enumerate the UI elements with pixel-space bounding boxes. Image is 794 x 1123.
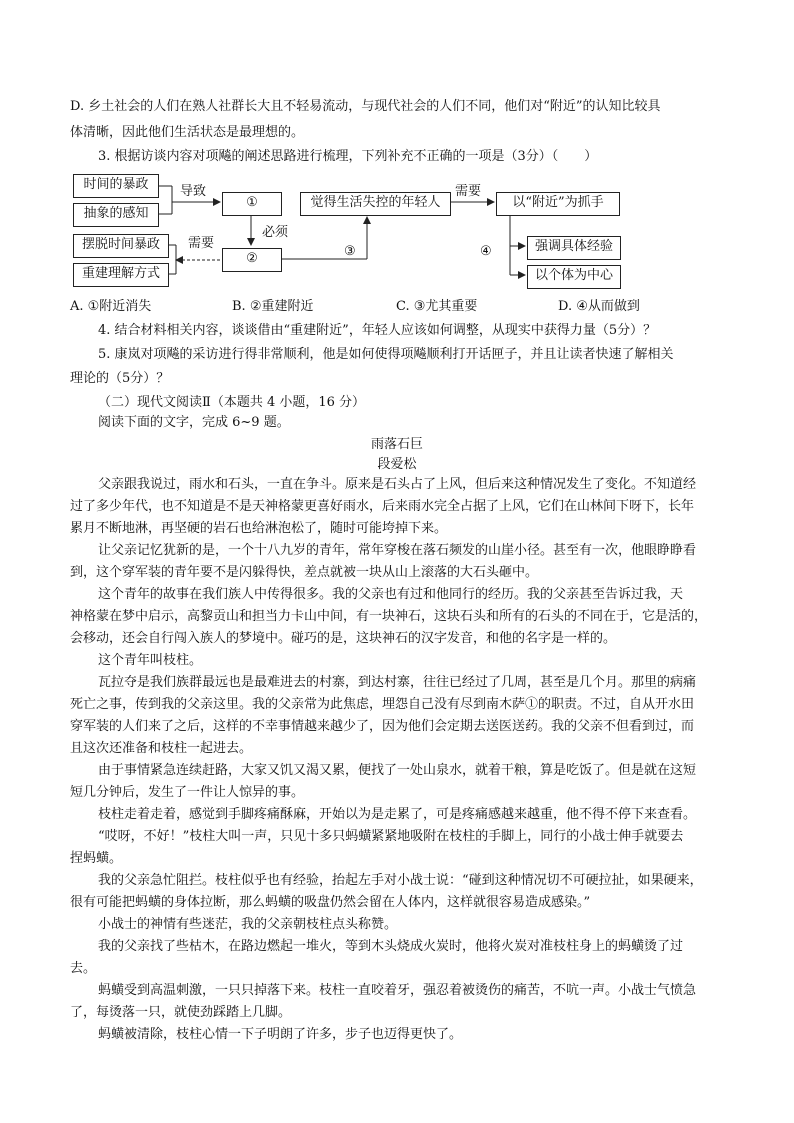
diagram-box-nearby: 以“附近”为抓手 (496, 192, 620, 216)
article-line: 父亲跟我说过，雨水和石头，一直在争斗。原来是石头占了上风，但后来这种情况发生了变化。不知道经 (98, 477, 697, 492)
diagram-label-3: ③ (344, 244, 356, 259)
option-b: B. ②重建附近 (232, 299, 314, 314)
article-line: 我的父亲找了些枯木，在路边燃起一堆火，等到木头烧成火炭时，他将火炭对准枝柱身上的蚂蟥烫了过 (98, 939, 684, 954)
article-line: 到，这个穿军装的青年要不是闪躲得快，差点就被一块从山上滚落的大石头砸中。 (70, 565, 539, 580)
article-line: 且这次还准备和枝柱一起进去。 (70, 741, 253, 756)
article-line: 很有可能把蚂蟥的身体拉断，那么蚂蟥的吸盘仍然会留在人体内，这样就很容易造成感染。” (70, 895, 591, 910)
diagram-label-lead-to: 导致 (180, 184, 207, 199)
article-line: 我的父亲急忙阻拦。枝柱似乎也有经验，抬起左手对小战士说：“碰到这种情况切不可硬拉扯，如果硬来， (98, 873, 703, 888)
diagram-box-escape-tyranny: 摆脱时间暴政 (73, 234, 169, 258)
article-line: 这个青年叫枝柱。 (98, 653, 203, 668)
diagram-box-youth: 觉得生活失控的年轻人 (300, 192, 451, 216)
option-d: D. ④从而做到 (558, 299, 640, 314)
article-line: 蚂蟥受到高温刺激，一只只掉落下来。枝柱一直咬着牙，强忍着被烫伤的痛苦，不吭一声。小战士气愤急 (98, 983, 697, 998)
diagram-box-concrete-experience: 强调具体经验 (527, 236, 621, 260)
article-line: 瓦拉夺是我们族群最远也是最难进去的村寨，到达村寨，往往已经过了几周，甚至是几个月。那里的病痛 (98, 675, 697, 690)
article-line: 让父亲记忆犹新的是，一个十八九岁的青年，常年穿梭在落石频发的山崖小径。甚至有一次，他眼睁睁看 (98, 543, 697, 558)
option-a: A. ①附近消失 (70, 299, 152, 314)
option-d-text-line1: D. 乡土社会的人们在熟人社群长大且不轻易流动，与现代社会的人们不同，他们对“附近”的认知比较具 (70, 99, 661, 114)
article-line: 神格蒙在梦中启示，高黎贡山和担当力卡山中间，有一块神石，这块石头和所有的石头的不同在于，它是活的， (70, 609, 708, 624)
article-line: 蚂蟥被清除，枝柱心情一下子明朗了许多，步子也迈得更快了。 (98, 1027, 463, 1042)
article-line: 这个青年的故事在我们族人中传得很多。我的父亲也有过和他同行的经历。我的父亲甚至告诉过我，天 (98, 587, 684, 602)
section-heading: （二）现代文阅读Ⅱ（本题共 4 小题，16 分） (98, 395, 366, 410)
article-line: 短几分钟后，发生了一件让人惊异的事。 (70, 785, 305, 800)
article-line: 小战士的神情有些迷茫，我的父亲朝枝柱点头称赞。 (98, 917, 398, 932)
article-line: 枝柱走着走着，感觉到手脚疼痛酥麻，开始以为是走累了，可是疼痛感越来越重，他不得不停下来查看。 (98, 807, 697, 822)
diagram-box-2: ② (222, 248, 282, 272)
question-4: 4. 结合材料相关内容，谈谈借由“重建附近”，年轻人应该如何调整，从现实中获得力量（5分）？ (98, 323, 657, 338)
article-line: 死亡之事，传到我的父亲这里。我的父亲常为此焦虑，埋怨自己没有尽到南木萨①的职责。不过，自从开水田 (70, 697, 695, 712)
question-5-line2: 理论的（5分）？ (70, 371, 170, 386)
article-author: 段爱松 (377, 457, 417, 472)
article-line: 穿军装的人们来了之后，这样的不幸事情越来越少了，因为他们会定期去送医送药。我的父亲不但看到过，而 (70, 719, 695, 734)
diagram-label-4: ④ (480, 244, 492, 259)
diagram-box-individual-center: 以个体为中心 (527, 265, 621, 289)
article-title: 雨落石巨 (370, 437, 423, 452)
article-line: “哎呀，不好！”枝柱大叫一声，只见十多只蚂蟥紧紧地吸附在枝柱的手脚上，同行的小战士伸手就要去 (98, 829, 684, 844)
question-5-line1: 5. 康岚对项飚的采访进行得非常顺利，他是如何使得项飚顺利打开话匣子，并且让读者快速了解相关 (98, 347, 674, 362)
option-d-text-line2: 体清晰，因此他们生活状态是最理想的。 (70, 125, 305, 140)
diagram-box-time-tyranny: 时间的暴政 (73, 174, 159, 198)
diagram-label-must: 必须 (262, 225, 289, 240)
article-line: 去。 (70, 961, 97, 976)
option-c: C. ③尤其重要 (396, 299, 478, 314)
diagram-box-rebuild-understanding: 重建理解方式 (73, 263, 169, 287)
article-line: 会移动，还会自行闯入族人的梦境中。碰巧的是，这块神石的汉字发音，和他的名字是一样的。 (70, 631, 617, 646)
question-3-stem: 3. 根据访谈内容对项飚的阐述思路进行梳理，下列补充不正确的一项是（3分）（ ） (98, 149, 598, 164)
article-line: 由于事情紧急连续赶路，大家又饥又渴又累，便找了一处山泉水，就着干粮，算是吃饭了。但是就在这短 (98, 763, 697, 778)
article-line: 累月不断地淋，再坚硬的岩石也给淋泡松了，随时可能垮掉下来。 (70, 521, 448, 536)
article-line: 过了多少年代，也不知道是不是天神格蒙更喜好雨水，后来雨水完全占据了上风，它们在山林间下呀下，长年 (70, 499, 695, 514)
article-line: 捏蚂蟥。 (70, 851, 123, 866)
article-line: 了，每烫落一只，就使劲踩踏上几脚。 (70, 1005, 292, 1020)
diagram-box-abstract-perception: 抽象的感知 (73, 203, 159, 227)
diagram-label-need-left: 需要 (188, 236, 215, 251)
section-instruction: 阅读下面的文字，完成 6~9 题。 (98, 415, 290, 430)
diagram-box-1: ① (222, 192, 282, 216)
diagram-label-need-right: 需要 (455, 184, 482, 199)
